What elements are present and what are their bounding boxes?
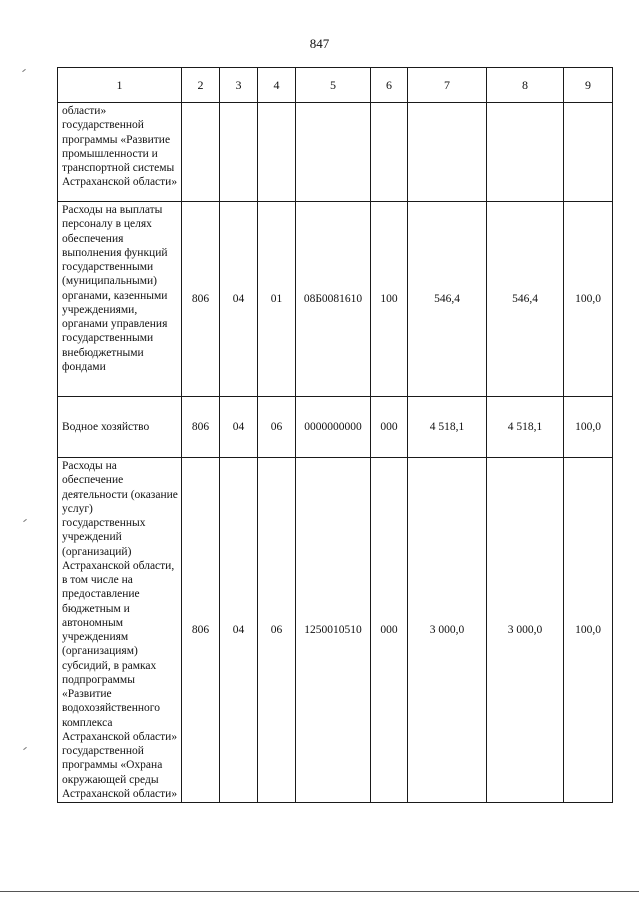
cell-col5 bbox=[296, 103, 371, 202]
table-row bbox=[58, 103, 613, 202]
cell-col3: 04 bbox=[220, 202, 258, 397]
cell-col2: 806 bbox=[182, 202, 220, 397]
cell-col6 bbox=[371, 103, 408, 202]
cell-col7 bbox=[408, 103, 487, 202]
cell-col2: 806 bbox=[182, 458, 220, 803]
cell-col7: 546,4 bbox=[408, 202, 487, 397]
column-header-2: 2 bbox=[182, 68, 220, 103]
column-header-1: 1 bbox=[58, 68, 182, 103]
cell-col4 bbox=[258, 103, 296, 202]
cell-col3 bbox=[220, 103, 258, 202]
cell-col4: 01 bbox=[258, 202, 296, 397]
row-name: Водное хозяйство bbox=[58, 397, 182, 458]
scan-mark bbox=[23, 747, 27, 750]
cell-col9 bbox=[564, 103, 613, 202]
column-header-7: 7 bbox=[408, 68, 487, 103]
cell-col4: 06 bbox=[258, 397, 296, 458]
cell-col3: 04 bbox=[220, 397, 258, 458]
page-bottom-rule bbox=[0, 891, 639, 892]
cell-col8: 4 518,1 bbox=[487, 397, 564, 458]
table-row bbox=[58, 458, 613, 803]
cell-col7: 3 000,0 bbox=[408, 458, 487, 803]
column-header-8: 8 bbox=[487, 68, 564, 103]
column-header-3: 3 bbox=[220, 68, 258, 103]
cell-col8: 546,4 bbox=[487, 202, 564, 397]
cell-col5: 08Б0081610 bbox=[296, 202, 371, 397]
cell-col9: 100,0 bbox=[564, 397, 613, 458]
table-header-row bbox=[58, 68, 613, 103]
cell-col5: 0000000000 bbox=[296, 397, 371, 458]
row-name: области» государственной программы «Развитие промышленности и транспортной системы Астраханской области» bbox=[58, 103, 182, 202]
cell-col6: 000 bbox=[371, 397, 408, 458]
cell-col3: 04 bbox=[220, 458, 258, 803]
page-number: 847 bbox=[309, 36, 330, 51]
budget-table bbox=[57, 67, 613, 803]
cell-col2: 806 bbox=[182, 397, 220, 458]
cell-col8: 3 000,0 bbox=[487, 458, 564, 803]
column-header-5: 5 bbox=[296, 68, 371, 103]
row-name: Расходы на обеспечение деятельности (оказание услуг) государственных учреждений (организаций) Астраханской области, в том числе на предоставление бюджетным и автономным учреждениям (организациям) субсидий, в рамках подпрограммы «Развитие водохозяйственного комплекса Астраханской области» государственной программы «Охрана окружающей среды Астраханской области» bbox=[58, 458, 182, 803]
cell-col5: 1250010510 bbox=[296, 458, 371, 803]
column-header-9: 9 bbox=[564, 68, 613, 103]
cell-col6: 000 bbox=[371, 458, 408, 803]
scan-mark bbox=[22, 69, 26, 72]
cell-col9: 100,0 bbox=[564, 202, 613, 397]
cell-col7: 4 518,1 bbox=[408, 397, 487, 458]
row-name: Расходы на выплаты персоналу в целях обеспечения выполнения функций государственными (муниципальными) органами, казенными учреждениями, органами управления государственными внебюджетными фондами bbox=[58, 202, 182, 397]
table-row bbox=[58, 202, 613, 397]
scan-mark bbox=[23, 519, 27, 522]
cell-col2 bbox=[182, 103, 220, 202]
column-header-6: 6 bbox=[371, 68, 408, 103]
cell-col8 bbox=[487, 103, 564, 202]
column-header-4: 4 bbox=[258, 68, 296, 103]
cell-col4: 06 bbox=[258, 458, 296, 803]
table-row bbox=[58, 397, 613, 458]
cell-col6: 100 bbox=[371, 202, 408, 397]
cell-col9: 100,0 bbox=[564, 458, 613, 803]
